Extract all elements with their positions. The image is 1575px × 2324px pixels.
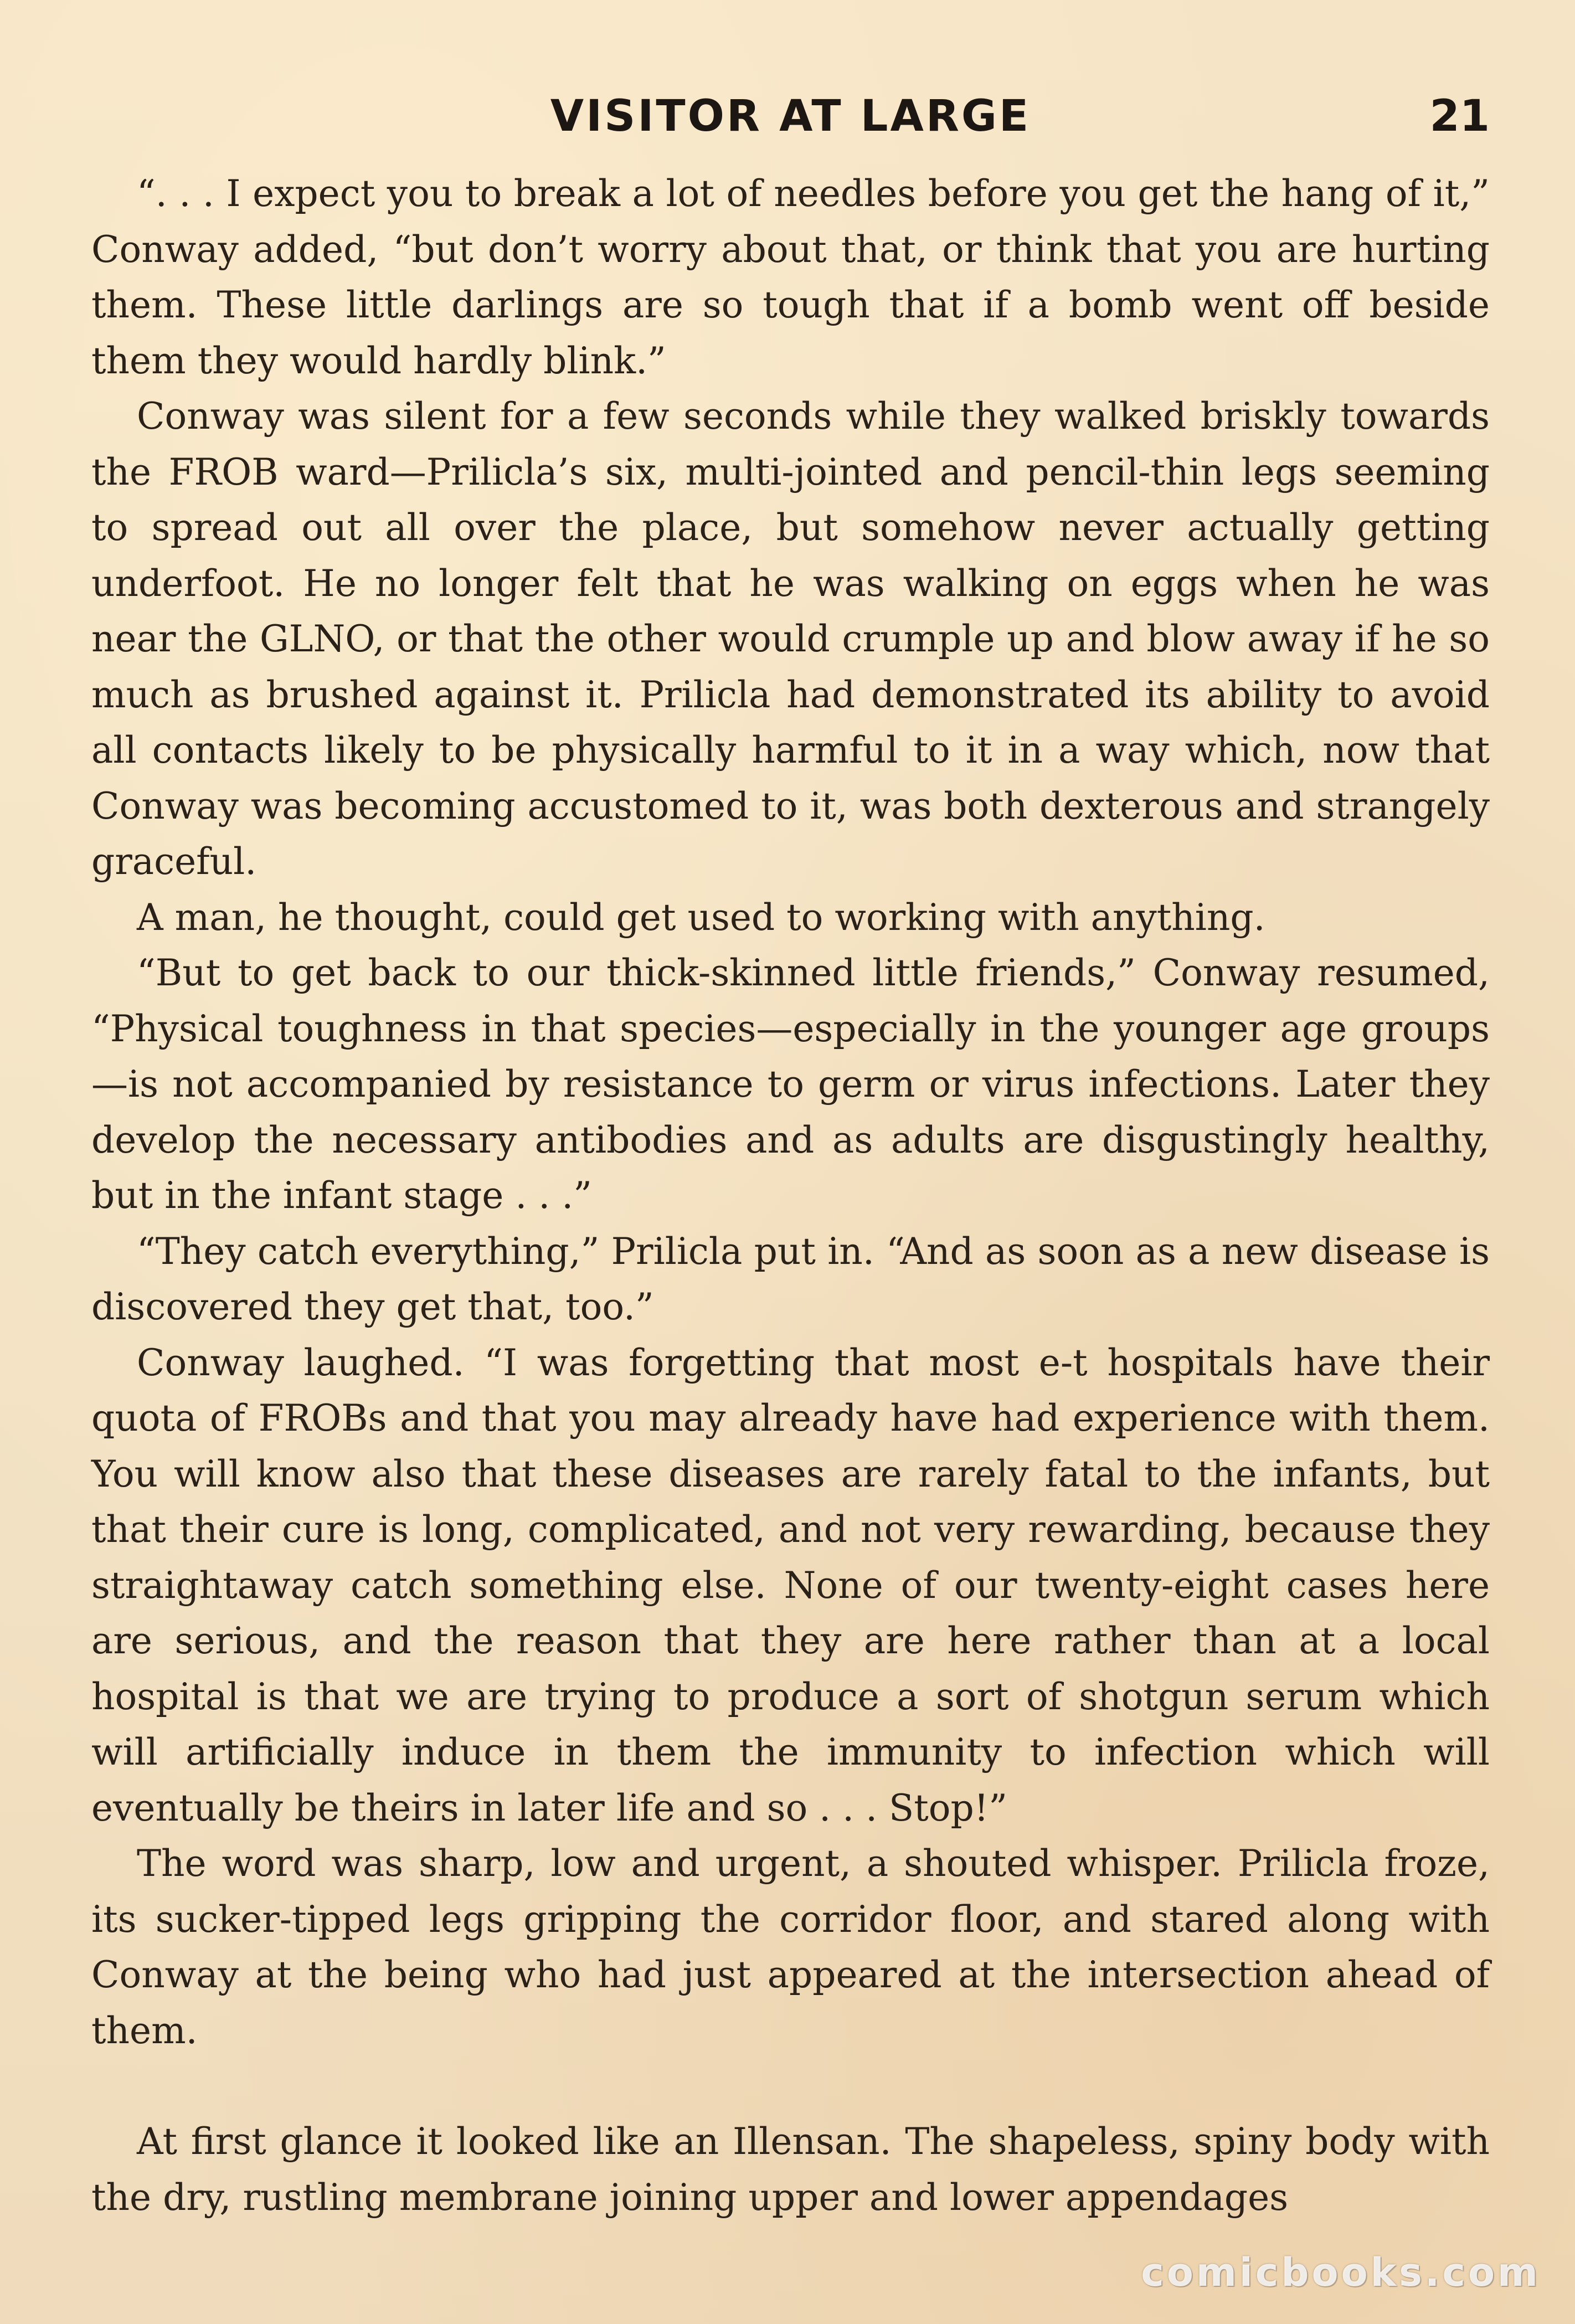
body-text: [91, 166, 1490, 2225]
page-header: [91, 91, 1490, 152]
page-number: 21: [1429, 91, 1490, 141]
running-title: VISITOR AT LARGE: [550, 91, 1031, 141]
watermark: comicbooks.com: [1141, 2250, 1541, 2295]
paragraph: Conway laughed. “I was forgetting that most e-t hospitals have their quota of FROBs and that you may already have had experience with them. You will know also that these diseases are rarely fatal to the infants, but that their cure is long, complicated, and not very rewarding, because they straightaway catch something else. None of our twenty-eight cases here are serious, and the reason that they are here rather than at a local hospital is that we are trying to produce a sort of shotgun serum which will artificially induce in them the immunity to infection which will eventually be theirs in later life and so . . . Stop!”: [91, 1341, 1490, 1829]
paragraph: “They catch everything,” Prilicla put in. “And as soon as a new disease is discovered they get that, too.”: [91, 1230, 1490, 1328]
paragraph: Conway was silent for a few seconds while they walked briskly towards the FROB ward—Prilicla’s six, multi-jointed and pencil-thin legs seeming to spread out all over the place, but somehow never actually getting underfoot. He no longer felt that he was walking on eggs when he was near the GLNO, or that the other would crumple up and blow away if he so much as brushed against it. Prilicla had demonstrated its ability to avoid all contacts likely to be physically harmful to it in a way which, now that Conway was becoming accustomed to it, was both dexterous and strangely graceful.: [91, 395, 1490, 883]
paragraph: “. . . I expect you to break a lot of needles before you get the hang of it,” Conway added, “but don’t worry about that, or think that you are hurting them. These little darlings are so tough that if a bomb went off beside them they would hardly blink.”: [91, 172, 1490, 382]
paragraph: “But to get back to our thick-skinned little friends,” Conway resumed, “Physical toughness in that species—especially in the younger age groups—is not accompanied by resistance to germ or virus infections. Later they develop the necessary antibodies and as adults are disgustingly healthy, but in the infant stage . . .”: [91, 952, 1490, 1217]
paragraph: A man, he thought, could get used to working with anything.: [137, 896, 1265, 939]
paragraph: The word was sharp, low and urgent, a shouted whisper. Prilicla froze, its sucker-tipped legs gripping the corridor floor, and stared along with Conway at the being who had just appeared at the intersection ahead of them.: [91, 1842, 1490, 2052]
paragraph: At first glance it looked like an Illensan. The shapeless, spiny body with the dry, rustling membrane joining upper and lower appendages: [91, 2120, 1490, 2219]
section-break: [91, 2059, 1490, 2114]
